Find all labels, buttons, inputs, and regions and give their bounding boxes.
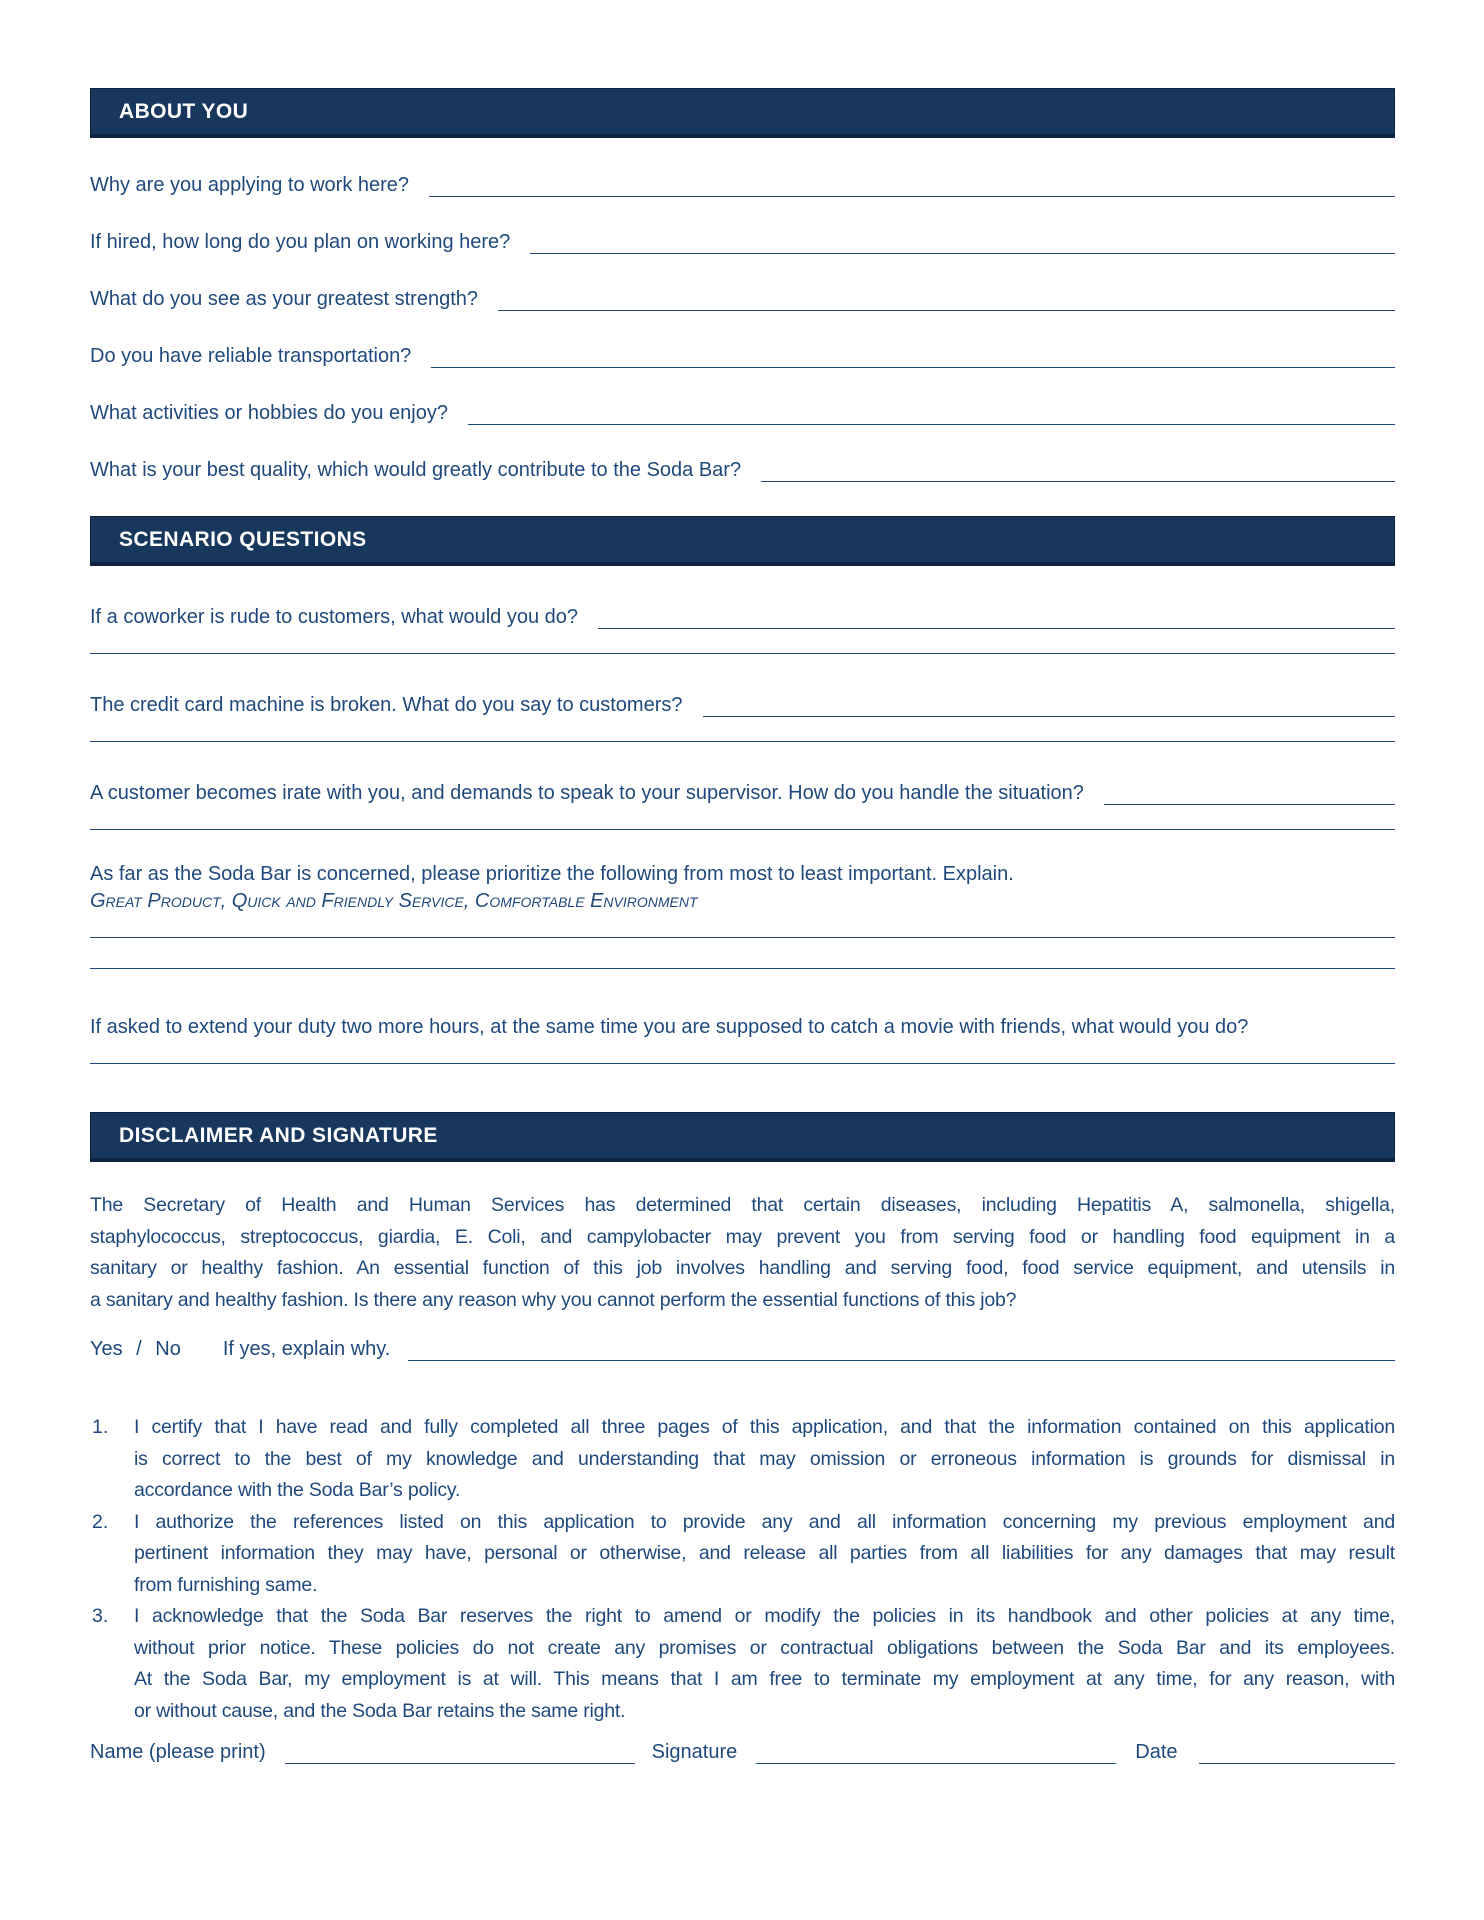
certification-item: [90, 1412, 1395, 1507]
question-label: Why are you applying to work here?: [90, 174, 410, 196]
answer-line: [761, 481, 1395, 482]
scenario-questions: [90, 597, 1395, 1064]
certification-line: I certify that I have read and fully completed all three pages of this application, and that the information contained on this application: [134, 1416, 1395, 1438]
about-question-row: [90, 277, 1395, 311]
certification-line: is correct to the best of my knowledge and understanding that may omission or erroneous information is grounds for dismissal in: [134, 1447, 1395, 1470]
question-label: What do you see as your greatest strength?: [90, 288, 478, 310]
certification-number: 1.: [92, 1416, 109, 1438]
certification-line: without prior notice. These policies do not create any promises or contractual obligations between the Soda Bar and its employees.: [134, 1636, 1395, 1659]
certification-line: or without cause, and the Soda Bar retains the same right.: [134, 1699, 626, 1722]
answer-line: [90, 915, 1395, 938]
scenario-question-row: [90, 1007, 1395, 1039]
date-label: Date: [1135, 1741, 1178, 1763]
about-questions: [90, 163, 1395, 482]
certification-list: [90, 1412, 1395, 1727]
answer-line: [1104, 804, 1395, 805]
answer-line: [90, 938, 1395, 969]
name-answer-line: [285, 1763, 635, 1764]
answer-line: [90, 805, 1395, 830]
scenario-question-item: [90, 685, 1395, 742]
section-header-disclaimer: [90, 1112, 1395, 1162]
answer-line: [598, 628, 1395, 629]
section-title-scenario: SCENARIO QUESTIONS: [119, 527, 367, 551]
question-label: If hired, how long do you plan on working here?: [90, 231, 511, 253]
section-title-about: ABOUT YOU: [119, 99, 249, 123]
signature-label: Signature: [651, 1741, 738, 1763]
date-answer-line: [1199, 1763, 1396, 1764]
scenario-question-row: [90, 773, 1395, 805]
scenario-question-text-block: [90, 861, 1395, 915]
disclaimer-line: The Secretary of Health and Human Services has determined that certain diseases, including Hepatitis A, salmonella, shigella,: [90, 1194, 1395, 1216]
certification-number: 3.: [92, 1605, 109, 1627]
question-label: A customer becomes irate with you, and demands to speak to your supervisor. How do you handle the situation?: [90, 782, 1084, 804]
if-yes-label: If yes, explain why.: [222, 1338, 391, 1360]
scenario-question-item: [90, 861, 1395, 969]
answer-line: [429, 196, 1395, 197]
certification-line: I acknowledge that the Soda Bar reserves the right to amend or modify the policies in its handbook and other policies at any time,: [134, 1605, 1395, 1627]
certification-line: accordance with the Soda Bar’s policy.: [134, 1479, 461, 1501]
yes-no-options: Yes / No: [90, 1338, 181, 1360]
certification-number: 2.: [92, 1510, 109, 1533]
scenario-question-row: [90, 597, 1395, 629]
certification-line: I authorize the references listed on this application to provide any and all information concerning my previous employment and: [134, 1510, 1395, 1533]
question-label: If asked to extend your duty two more hours, at the same time you are supposed to catch a movie with friends, what would you do?: [90, 1016, 1249, 1038]
scenario-question-item: [90, 773, 1395, 830]
answer-line: [468, 424, 1395, 425]
yes-no-row: [90, 1329, 1395, 1361]
question-label: As far as the Soda Bar is concerned, please prioritize the following from most to least important. Explain.: [90, 863, 1014, 885]
about-question-row: [90, 220, 1395, 254]
scenario-question-item: [90, 1007, 1395, 1064]
section-header-about: [90, 88, 1395, 138]
about-question-row: [90, 163, 1395, 197]
certification-item: [90, 1601, 1395, 1727]
answer-line: [90, 717, 1395, 742]
name-label: Name (please print): [90, 1741, 266, 1763]
answer-line: [703, 716, 1396, 717]
certification-line: from furnishing same.: [134, 1573, 318, 1596]
signature-row: [90, 1730, 1395, 1764]
question-label: The credit card machine is broken. What do you say to customers?: [90, 694, 683, 716]
question-label: What activities or hobbies do you enjoy?: [90, 402, 448, 424]
explain-answer-line: [408, 1360, 1395, 1361]
signature-answer-line: [756, 1763, 1116, 1764]
disclaimer-line: sanitary or healthy fashion. An essential function of this job involves handling and serving food, food service equipment, and utensils in: [90, 1257, 1395, 1279]
section-title-disclaimer: DISCLAIMER AND SIGNATURE: [119, 1123, 438, 1147]
disclaimer-paragraph: [90, 1190, 1395, 1316]
scenario-question-item: [90, 597, 1395, 654]
answer-line: [431, 367, 1395, 368]
answer-line: [90, 1039, 1395, 1064]
question-label: Do you have reliable transportation?: [90, 345, 412, 367]
certification-line: At the Soda Bar, my employment is at will. This means that I am free to terminate my employment at any time, for any reason, with: [134, 1668, 1395, 1690]
certification-item: [90, 1507, 1395, 1602]
answer-line: [498, 310, 1395, 311]
disclaimer-line: a sanitary and healthy fashion. Is there any reason why you cannot perform the essential functions of this job?: [90, 1288, 1017, 1311]
about-question-row: [90, 448, 1395, 482]
about-question-row: [90, 334, 1395, 368]
prioritize-options-note: Great Product, Quick and Friendly Service, Comfortable Environment: [90, 890, 698, 912]
certification-line: pertinent information they may have, personal or otherwise, and release all parties from all liabilities for any damages that may result: [134, 1542, 1395, 1564]
question-label: What is your best quality, which would greatly contribute to the Soda Bar?: [90, 459, 742, 481]
answer-line: [530, 253, 1395, 254]
disclaimer-line: staphylococcus, streptococcus, giardia, E. Coli, and campylobacter may prevent you from serving food or handling food equipment in a: [90, 1225, 1395, 1248]
section-header-scenario: [90, 516, 1395, 566]
question-label: If a coworker is rude to customers, what would you do?: [90, 606, 579, 628]
about-question-row: [90, 391, 1395, 425]
answer-line: [90, 629, 1395, 654]
scenario-question-row: [90, 685, 1395, 717]
